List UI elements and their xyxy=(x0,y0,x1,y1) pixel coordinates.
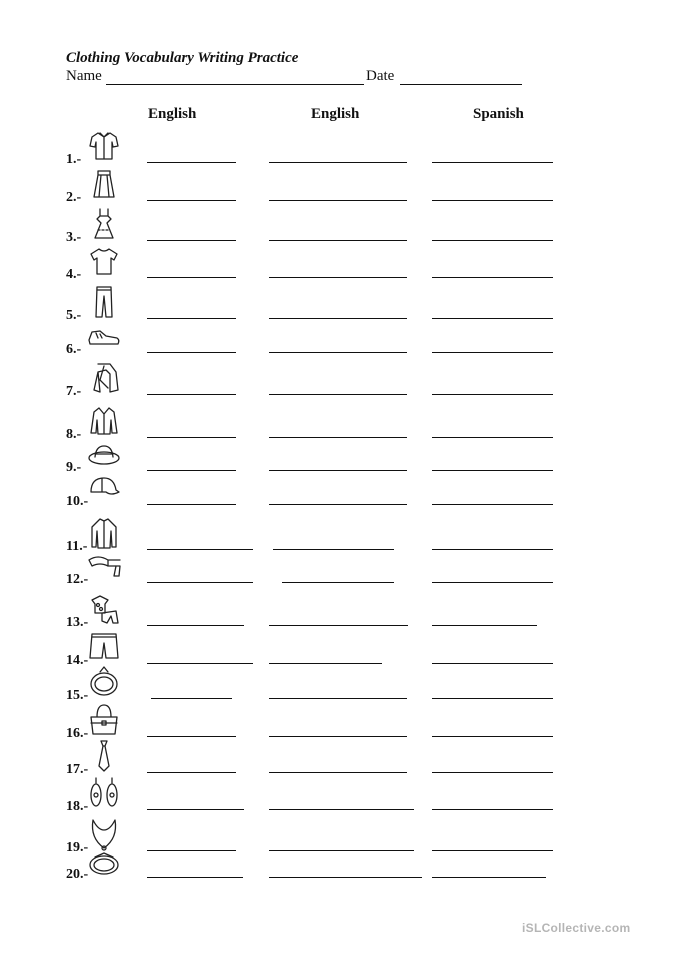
spanish-answer-line[interactable] xyxy=(432,470,553,471)
shoes-icon xyxy=(86,318,122,354)
jacket-icon xyxy=(86,403,122,439)
english-answer-line-1[interactable] xyxy=(147,625,244,626)
item-number: 18.- xyxy=(66,799,89,814)
item-number: 6.- xyxy=(66,342,82,357)
english-answer-line-1[interactable] xyxy=(147,437,236,438)
english-answer-line-2[interactable] xyxy=(269,394,407,395)
item-number: 19.- xyxy=(66,840,89,855)
name-label: Name xyxy=(66,68,102,84)
english-answer-line-2[interactable] xyxy=(269,162,407,163)
english-answer-line-2[interactable] xyxy=(269,352,407,353)
coat-icon xyxy=(86,360,122,396)
english-answer-line-1[interactable] xyxy=(147,240,236,241)
english-answer-line-1[interactable] xyxy=(147,736,236,737)
date-field[interactable] xyxy=(400,84,522,85)
english-answer-line-2[interactable] xyxy=(269,772,407,773)
earrings-icon xyxy=(86,775,122,811)
column-header-english-2: English xyxy=(311,106,360,122)
skirt-icon xyxy=(86,166,122,202)
spanish-answer-line[interactable] xyxy=(432,200,553,201)
english-answer-line-2[interactable] xyxy=(269,470,407,471)
item-number: 7.- xyxy=(66,384,82,399)
blouse-icon xyxy=(86,515,122,551)
spanish-answer-line[interactable] xyxy=(432,877,546,878)
spanish-answer-line[interactable] xyxy=(432,698,553,699)
item-number: 1.- xyxy=(66,152,82,167)
english-answer-line-2[interactable] xyxy=(269,698,407,699)
english-answer-line-1[interactable] xyxy=(147,162,236,163)
english-answer-line-1[interactable] xyxy=(147,663,253,664)
name-field[interactable] xyxy=(106,84,364,85)
english-answer-line-1[interactable] xyxy=(147,549,253,550)
english-answer-line-1[interactable] xyxy=(147,504,236,505)
column-header-english-1: English xyxy=(148,106,197,122)
item-number: 9.- xyxy=(66,460,82,475)
english-answer-line-2[interactable] xyxy=(269,318,407,319)
spanish-answer-line[interactable] xyxy=(432,394,553,395)
english-answer-line-1[interactable] xyxy=(147,582,253,583)
item-number: 3.- xyxy=(66,230,82,245)
spanish-answer-line[interactable] xyxy=(432,240,553,241)
english-answer-line-2[interactable] xyxy=(269,736,407,737)
item-number: 4.- xyxy=(66,267,82,282)
spanish-answer-line[interactable] xyxy=(432,582,553,583)
spanish-answer-line[interactable] xyxy=(432,736,553,737)
item-number: 15.- xyxy=(66,688,89,703)
item-number: 14.- xyxy=(66,653,89,668)
spanish-answer-line[interactable] xyxy=(432,850,553,851)
english-answer-line-1[interactable] xyxy=(151,698,232,699)
spanish-answer-line[interactable] xyxy=(432,437,553,438)
spanish-answer-line[interactable] xyxy=(432,504,553,505)
handbag-icon xyxy=(86,702,122,738)
shorts-icon xyxy=(86,629,122,665)
worksheet-title: Clothing Vocabulary Writing Practice xyxy=(66,50,299,66)
spanish-answer-line[interactable] xyxy=(432,663,553,664)
spanish-answer-line[interactable] xyxy=(432,318,553,319)
watermark: iSLCollective.com xyxy=(522,921,631,935)
spanish-answer-line[interactable] xyxy=(432,549,553,550)
item-number: 17.- xyxy=(66,762,89,777)
pajamas-icon xyxy=(86,591,122,627)
vocabulary-row xyxy=(0,865,686,905)
spanish-answer-line[interactable] xyxy=(432,625,537,626)
english-answer-line-2[interactable] xyxy=(269,240,407,241)
item-number: 10.- xyxy=(66,494,89,509)
english-answer-line-2[interactable] xyxy=(269,437,407,438)
spanish-answer-line[interactable] xyxy=(432,352,553,353)
spanish-answer-line[interactable] xyxy=(432,772,553,773)
item-number: 20.- xyxy=(66,867,89,882)
english-answer-line-1[interactable] xyxy=(147,850,236,851)
item-number: 2.- xyxy=(66,190,82,205)
english-answer-line-1[interactable] xyxy=(147,200,236,201)
english-answer-line-2[interactable] xyxy=(269,200,407,201)
english-answer-line-1[interactable] xyxy=(147,318,236,319)
english-answer-line-1[interactable] xyxy=(147,877,243,878)
item-number: 11.- xyxy=(66,539,88,554)
cap-icon xyxy=(86,470,122,506)
trousers-icon xyxy=(86,284,122,320)
english-answer-line-1[interactable] xyxy=(147,809,244,810)
tie-icon xyxy=(86,738,122,774)
spanish-answer-line[interactable] xyxy=(432,162,553,163)
english-answer-line-2[interactable] xyxy=(269,625,408,626)
english-answer-line-1[interactable] xyxy=(147,394,236,395)
english-answer-line-1[interactable] xyxy=(147,470,236,471)
english-answer-line-2[interactable] xyxy=(269,663,382,664)
bracelet-icon xyxy=(86,664,122,700)
hat-icon xyxy=(86,436,122,472)
english-answer-line-2[interactable] xyxy=(269,277,407,278)
english-answer-line-1[interactable] xyxy=(147,772,236,773)
date-label: Date xyxy=(366,68,395,84)
english-answer-line-2[interactable] xyxy=(273,549,394,550)
english-answer-line-2[interactable] xyxy=(269,809,414,810)
dress-icon xyxy=(86,206,122,242)
item-number: 8.- xyxy=(66,427,82,442)
english-answer-line-1[interactable] xyxy=(147,352,236,353)
item-number: 12.- xyxy=(66,572,89,587)
shirt-icon xyxy=(86,128,122,164)
item-number: 16.- xyxy=(66,726,89,741)
column-header-spanish: Spanish xyxy=(473,106,524,122)
item-number: 13.- xyxy=(66,615,89,630)
item-number: 5.- xyxy=(66,308,82,323)
spanish-answer-line[interactable] xyxy=(432,277,553,278)
english-answer-line-1[interactable] xyxy=(147,277,236,278)
ring-icon xyxy=(86,843,122,879)
english-answer-line-2[interactable] xyxy=(282,582,394,583)
english-answer-line-2[interactable] xyxy=(269,850,414,851)
t-shirt-icon xyxy=(86,243,122,279)
spanish-answer-line[interactable] xyxy=(432,809,553,810)
english-answer-line-2[interactable] xyxy=(269,504,407,505)
english-answer-line-2[interactable] xyxy=(269,877,422,878)
scarf-icon xyxy=(86,548,122,584)
